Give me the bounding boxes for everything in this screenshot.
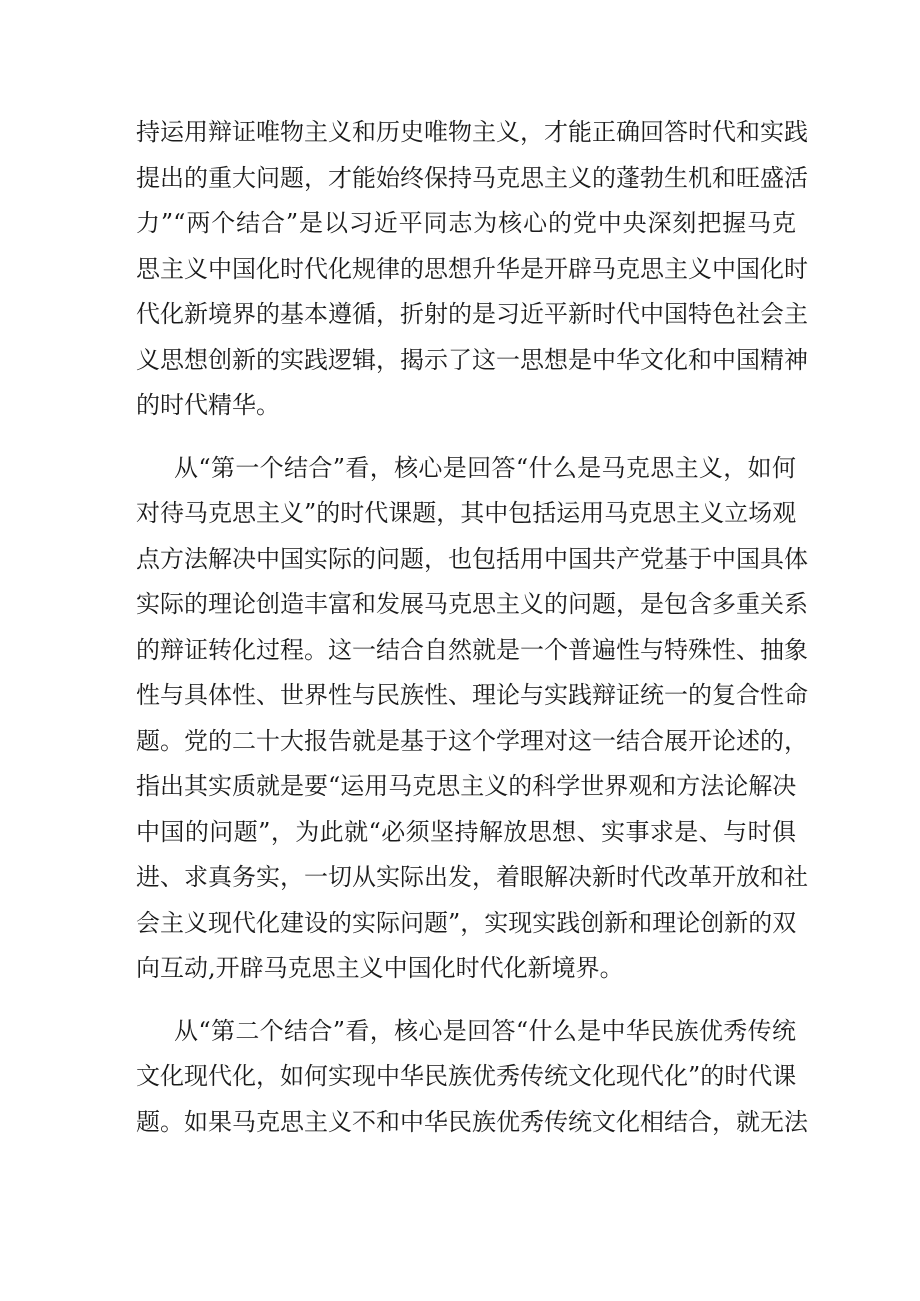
text-line: 的辩证转化过程。这一结合自然就是一个普遍性与特殊性、抽象 — [136, 635, 808, 664]
text-line: 思主义中国化时代化规律的思想升华是开辟马克思主义中国化时 — [136, 254, 808, 283]
text-line: 指出其实质就是要“运用马克思主义的科学世界观和方法论解决 — [136, 772, 797, 800]
text-line: 从“第二个结合”看，核心是回答“什么是中华民族优秀传统 — [174, 1016, 796, 1045]
text-line: 对待马克思主义”的时代课题，其中包括运用马克思主义立场观 — [136, 499, 797, 527]
text-line: 会主义现代化建设的实际问题”，实现实践创新和理论创新的双 — [136, 908, 797, 937]
text-line: 持运用辩证唯物主义和历史唯物主义，才能正确回答时代和实践 — [136, 118, 808, 146]
text-line: 性与具体性、世界性与民族性、理论与实践辩证统一的复合性命 — [136, 681, 808, 709]
text-line: 进、求真务实，一切从实际出发，着眼解决新时代改革开放和社 — [136, 863, 808, 891]
text-line: 题。如果马克思主义不和中华民族优秀传统文化相结合，就无法 — [136, 1107, 808, 1136]
paragraph-1 — [136, 110, 808, 429]
paragraph-spacer — [136, 992, 796, 1009]
paragraph-spacer — [136, 429, 796, 446]
text-line: 向互动,开辟马克思主义中国化时代化新境界。 — [136, 954, 624, 982]
text-line: 中国的问题”，为此就“必须坚持解放思想、实事求是、与时俱 — [136, 817, 796, 846]
text-line: 义思想创新的实践逻辑，揭示了这一思想是中华文化和中国精神 — [136, 345, 808, 374]
text-line: 文化现代化，如何实现中华民族优秀传统文化现代化”的时代课 — [136, 1062, 797, 1090]
text-line: 提出的重大问题，才能始终保持马克思主义的蓬勃生机和旺盛活 — [136, 163, 808, 192]
text-line: 代化新境界的基本遵循，折射的是习近平新时代中国特色社会主 — [136, 300, 808, 328]
paragraph-3 — [136, 1009, 808, 1146]
text-line: 题。党的二十大报告就是基于这个学理对这一结合展开论述的， — [136, 726, 808, 755]
document-body — [136, 110, 808, 1145]
text-line: 从“第一个结合”看，核心是回答“什么是马克思主义，如何 — [174, 453, 796, 482]
text-line: 的时代精华。 — [136, 391, 280, 419]
paragraph-2 — [136, 446, 808, 992]
text-line: 点方法解决中国实际的问题，也包括用中国共产党基于中国具体 — [136, 544, 808, 573]
text-line: 力”“两个结合”是以习近平同志为核心的党中央深刻把握马克 — [136, 209, 796, 237]
text-line: 实际的理论创造丰富和发展马克思主义的问题，是包含多重关系 — [136, 590, 808, 618]
